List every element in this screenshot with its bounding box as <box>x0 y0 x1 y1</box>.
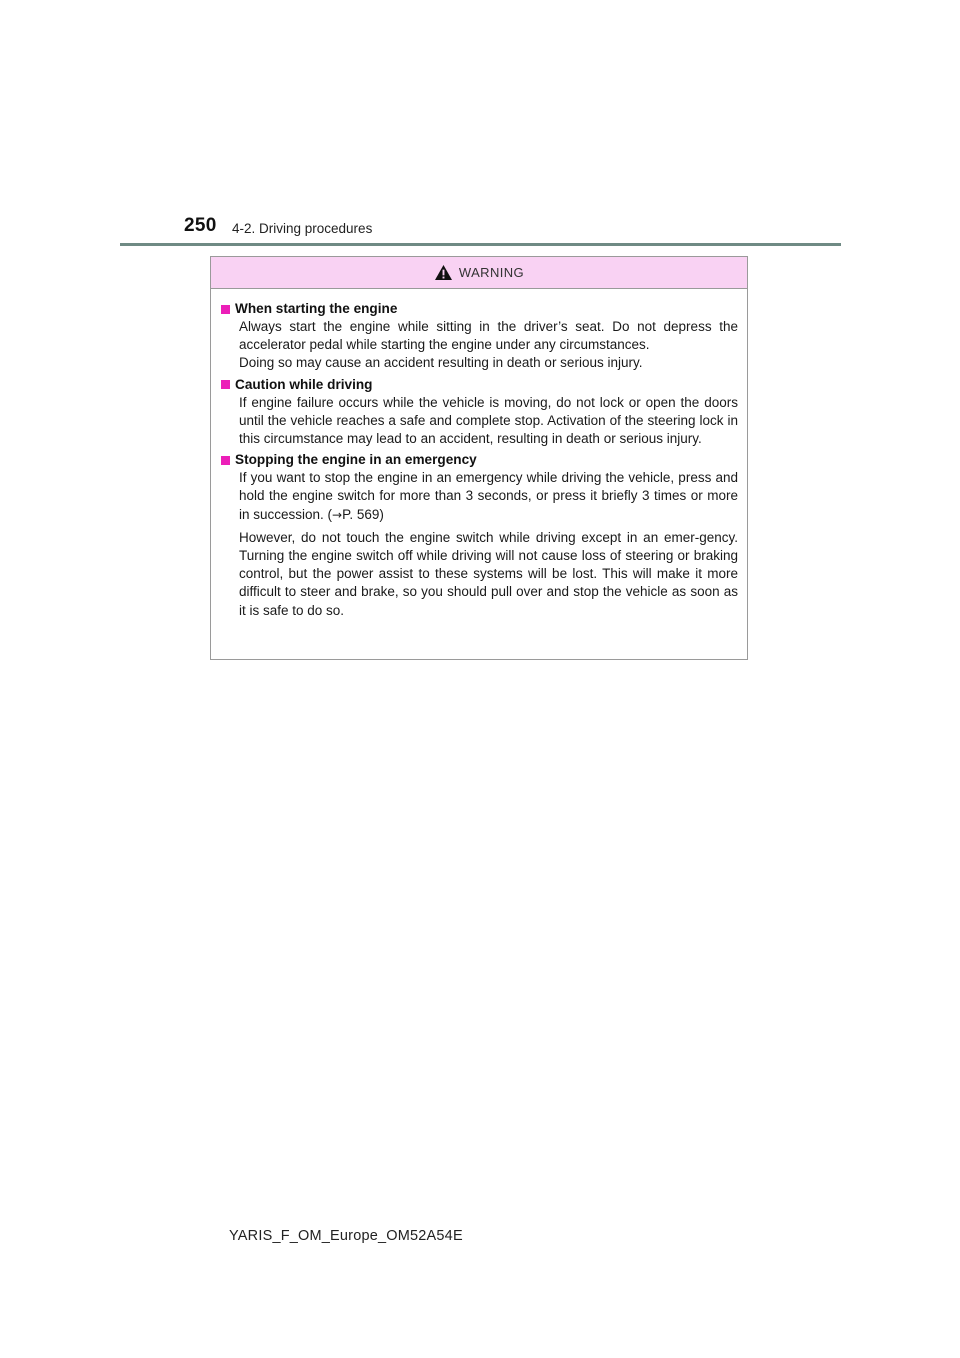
warning-item-emergency-stop <box>221 451 738 620</box>
item-title: When starting the engine <box>235 301 398 316</box>
item-paragraph: However, do not touch the engine switch while driving except in an emer-gency. Turning the engine switch off while driving will not cause loss of steering or braking control, but the power assist to these systems will be lost. This will make it more difficult to steer and brake, so you should pull over and stop the vehicle as soon as it is safe to do so. <box>239 529 738 618</box>
square-bullet-icon <box>221 305 230 314</box>
warning-triangle-icon <box>434 264 453 281</box>
page-number: 250 <box>184 215 217 236</box>
warning-item-caution-driving <box>221 376 738 449</box>
item-heading <box>221 300 738 318</box>
page-reference-link[interactable]: P. 569) <box>342 506 384 522</box>
item-paragraph: Doing so may cause an accident resulting in death or serious injury. <box>239 355 643 371</box>
warning-item-starting-engine <box>221 300 738 373</box>
item-paragraph <box>239 469 738 524</box>
square-bullet-icon <box>221 380 230 389</box>
item-heading <box>221 451 738 469</box>
section-title: 4-2. Driving procedures <box>232 221 373 236</box>
item-title: Stopping the engine in an emergency <box>235 452 477 468</box>
warning-label: WARNING <box>458 265 525 280</box>
footer-document-code: YARIS_F_OM_Europe_OM52A54E <box>229 1228 463 1244</box>
warning-body <box>211 289 747 620</box>
warning-box <box>210 256 748 660</box>
item-title: Caution while driving <box>235 376 373 392</box>
item-heading <box>221 376 738 394</box>
paragraph-text: If you want to stop the engine in an emergency while driving the vehicle, press and hold the engine switch for more than 3 seconds, or press it briefly 3 times or more in succession. ( <box>239 470 738 522</box>
square-bullet-icon <box>221 456 230 465</box>
item-paragraph: Always start the engine while sitting in the driver’s seat. Do not depress the accelerator pedal while starting the engine under any circumstances. <box>239 319 738 353</box>
warning-header <box>211 257 747 289</box>
item-paragraph: If engine failure occurs while the vehicle is moving, do not lock or open the doors until the vehicle reaches a safe and complete stop. Activation of the steering lock in this circumstance may lead to an accident, resulting in death or serious injury. <box>239 394 738 447</box>
right-arrow-icon: → <box>332 507 343 522</box>
header-rule <box>120 243 841 246</box>
